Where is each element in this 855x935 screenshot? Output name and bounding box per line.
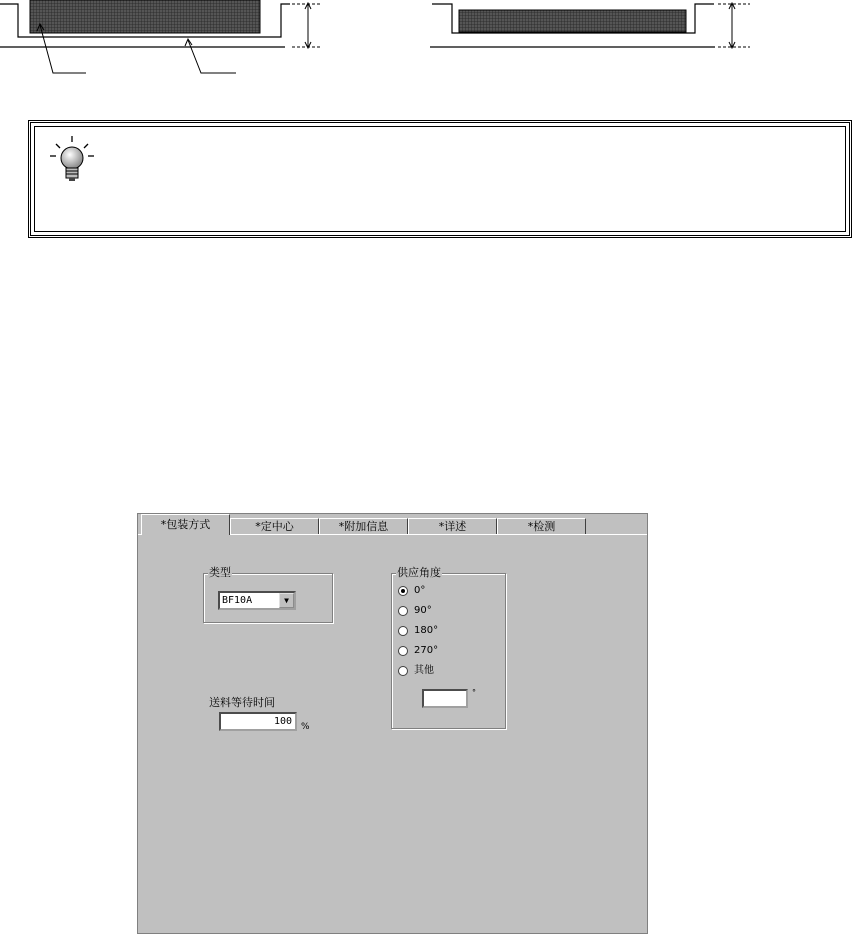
type-group <box>203 566 333 623</box>
radio-button[interactable] <box>398 666 408 676</box>
dropdown-arrow-icon[interactable]: ▼ <box>279 593 294 608</box>
left-cross-section <box>0 0 322 73</box>
tab-inspection[interactable]: *检测 <box>497 518 586 534</box>
tip-box-inner-border <box>34 126 846 232</box>
tab-panel <box>138 534 647 933</box>
type-group-legend: 类型 <box>209 566 231 579</box>
right-cross-section <box>430 3 750 48</box>
feeder-cross-section-figure <box>0 0 855 110</box>
tab-packaging-method[interactable]: *包装方式 <box>141 514 230 535</box>
supply-angle-legend: 供应角度 <box>397 566 441 579</box>
other-angle-unit: ° <box>472 688 476 697</box>
tip-box <box>28 120 852 238</box>
type-combobox-value: BF10A <box>222 595 253 606</box>
radio-button[interactable] <box>398 626 408 636</box>
other-angle-input[interactable] <box>422 689 468 708</box>
radio-button-checked[interactable] <box>398 586 408 596</box>
supply-angle-group: 供应角度 0° 90° 180° 270° 其他 ° <box>391 573 506 729</box>
lightbulb-icon <box>48 134 96 186</box>
tab-bar <box>138 514 647 534</box>
tab-details[interactable]: *详述 <box>408 518 497 534</box>
feed-wait-label: 送料等待时间 <box>209 696 275 709</box>
tab-centering[interactable]: *定中心 <box>230 518 319 534</box>
type-combobox[interactable] <box>218 591 296 610</box>
radio-button[interactable] <box>398 646 408 656</box>
tab-additional-info[interactable]: *附加信息 <box>319 518 408 534</box>
feed-wait-input[interactable]: 100 <box>219 712 297 731</box>
radio-button[interactable] <box>398 606 408 616</box>
package-settings-dialog <box>137 513 648 934</box>
feed-wait-unit: % <box>301 722 310 732</box>
